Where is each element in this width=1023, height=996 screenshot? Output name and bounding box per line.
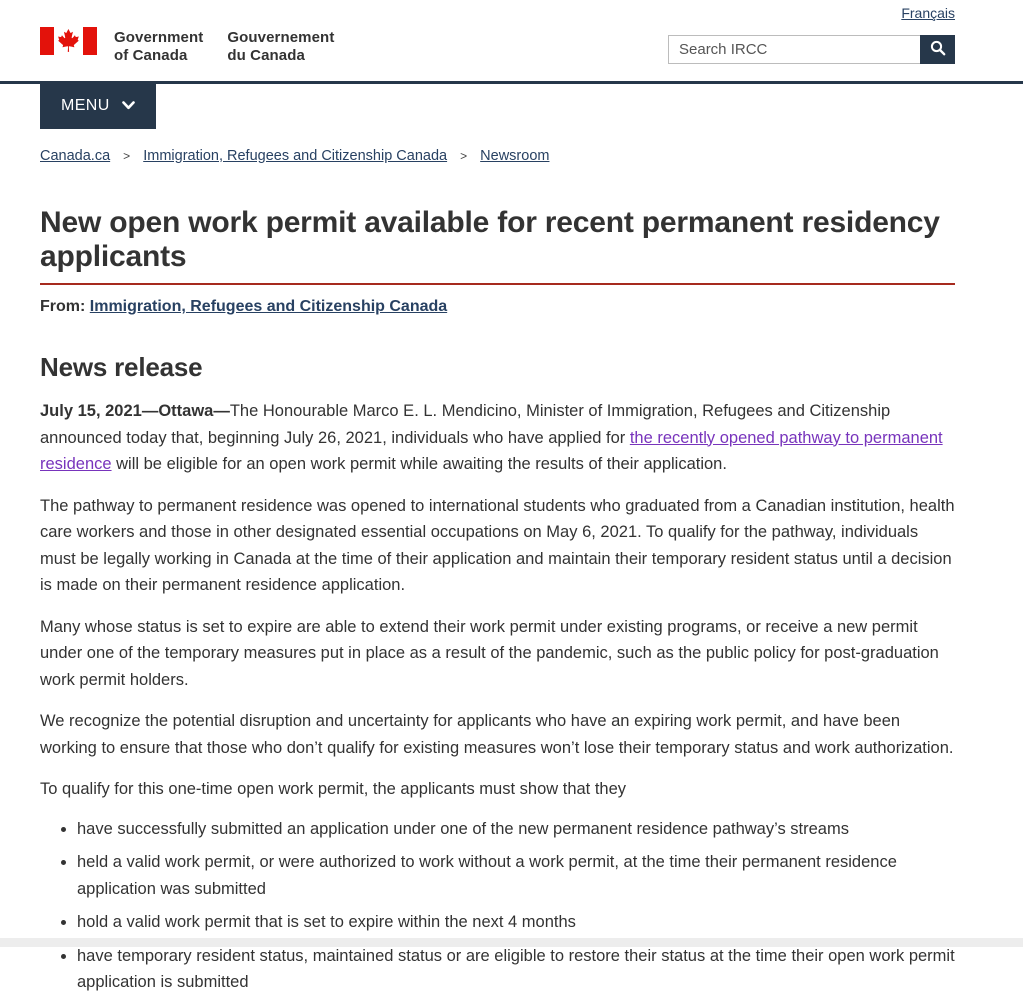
language-toggle-link[interactable]: Français: [901, 5, 955, 21]
fip-french-wordmark: Gouvernement du Canada: [227, 29, 335, 64]
viewport-bottom-strip: [0, 938, 1023, 947]
menu-button[interactable]: [40, 84, 156, 129]
paragraph-existing-programs: Many whose status is set to expire are able to extend their work permit under existing programs, or receive a new permit under one of the temporary measures put in place as a result of the pandemic, such as the public policy for post-graduation work permit holders.: [40, 617, 939, 689]
breadcrumb: [40, 148, 955, 164]
search-input[interactable]: [668, 35, 920, 64]
site-header: [0, 0, 1023, 129]
search-button[interactable]: [920, 35, 955, 64]
pathway-link[interactable]: the recently opened pathway to permanent residence: [40, 428, 943, 473]
breadcrumb-link-newsroom[interactable]: Newsroom: [480, 148, 550, 164]
paragraph-announcement: July 15, 2021—Ottawa—The Honourable Marco E. L. Mendicino, Minister of Immigration, Refugees and Citizenship announced today that, beginning July 26, 2021, individuals who have applied for the recently opened pathway to permanent residence will be eligible for an open work permit while awaiting the results of their application.: [40, 402, 943, 473]
menu-band: [0, 81, 1023, 129]
breadcrumb-separator: >: [123, 149, 131, 163]
chevron-down-icon: [122, 97, 135, 115]
search-icon: [930, 40, 946, 59]
canada-flag-icon: [40, 27, 97, 60]
paragraph-pathway-background: The pathway to permanent residence was opened to international students who graduated from a Canadian institution, health care workers and those in other designated essential occupations on May 6, 2021. To qualify for the pathway, individuals must be legally working in Canada at the time of their application and maintain their temporary resident status until a decision is made on their permanent residence application.: [40, 496, 955, 594]
list-item: • have successfully submitted an application under one of the new permanent residence pathway’s streams: [77, 816, 955, 843]
section-heading-news-release: News release: [40, 352, 203, 382]
dateline: July 15, 2021—Ottawa—: [40, 402, 230, 420]
paragraph-qualify-intro: To qualify for this one-time open work permit, the applicants must show that they: [40, 780, 627, 798]
breadcrumb-separator: >: [460, 149, 468, 163]
paragraph-recognize-disruption: We recognize the potential disruption and uncertainty for applicants who have an expiring work permit, and have been working to ensure that those who don’t qualify for existing measures won’t lose their temporary status and work authorization.: [40, 712, 954, 757]
from-department-link[interactable]: Immigration, Refugees and Citizenship Canada: [89, 298, 448, 315]
menu-button-label: MENU: [61, 97, 110, 114]
list-item: • hold a valid work permit that is set to expire within the next 4 months: [77, 909, 955, 936]
site-search: [668, 35, 955, 64]
from-label: From:: [40, 298, 86, 315]
breadcrumb-link-canada-ca[interactable]: Canada.ca: [40, 148, 111, 164]
article-content: [40, 206, 955, 996]
breadcrumb-link-ircc[interactable]: Immigration, Refugees and Citizenship Canada: [143, 148, 448, 164]
page-title: New open work permit available for recent permanent residency applicants: [40, 206, 955, 285]
eligibility-criteria-list: [40, 816, 955, 996]
fip-english-wordmark: Government of Canada: [114, 29, 204, 64]
government-of-canada-logo[interactable]: [40, 27, 334, 65]
list-item: • have temporary resident status, maintained status or are eligible to restore their status at the time their open work permit application is submitted: [77, 943, 955, 996]
list-item: • held a valid work permit, or were authorized to work without a work permit, at the time their permanent residence application was submitted: [77, 849, 955, 902]
from-line: [40, 298, 955, 316]
